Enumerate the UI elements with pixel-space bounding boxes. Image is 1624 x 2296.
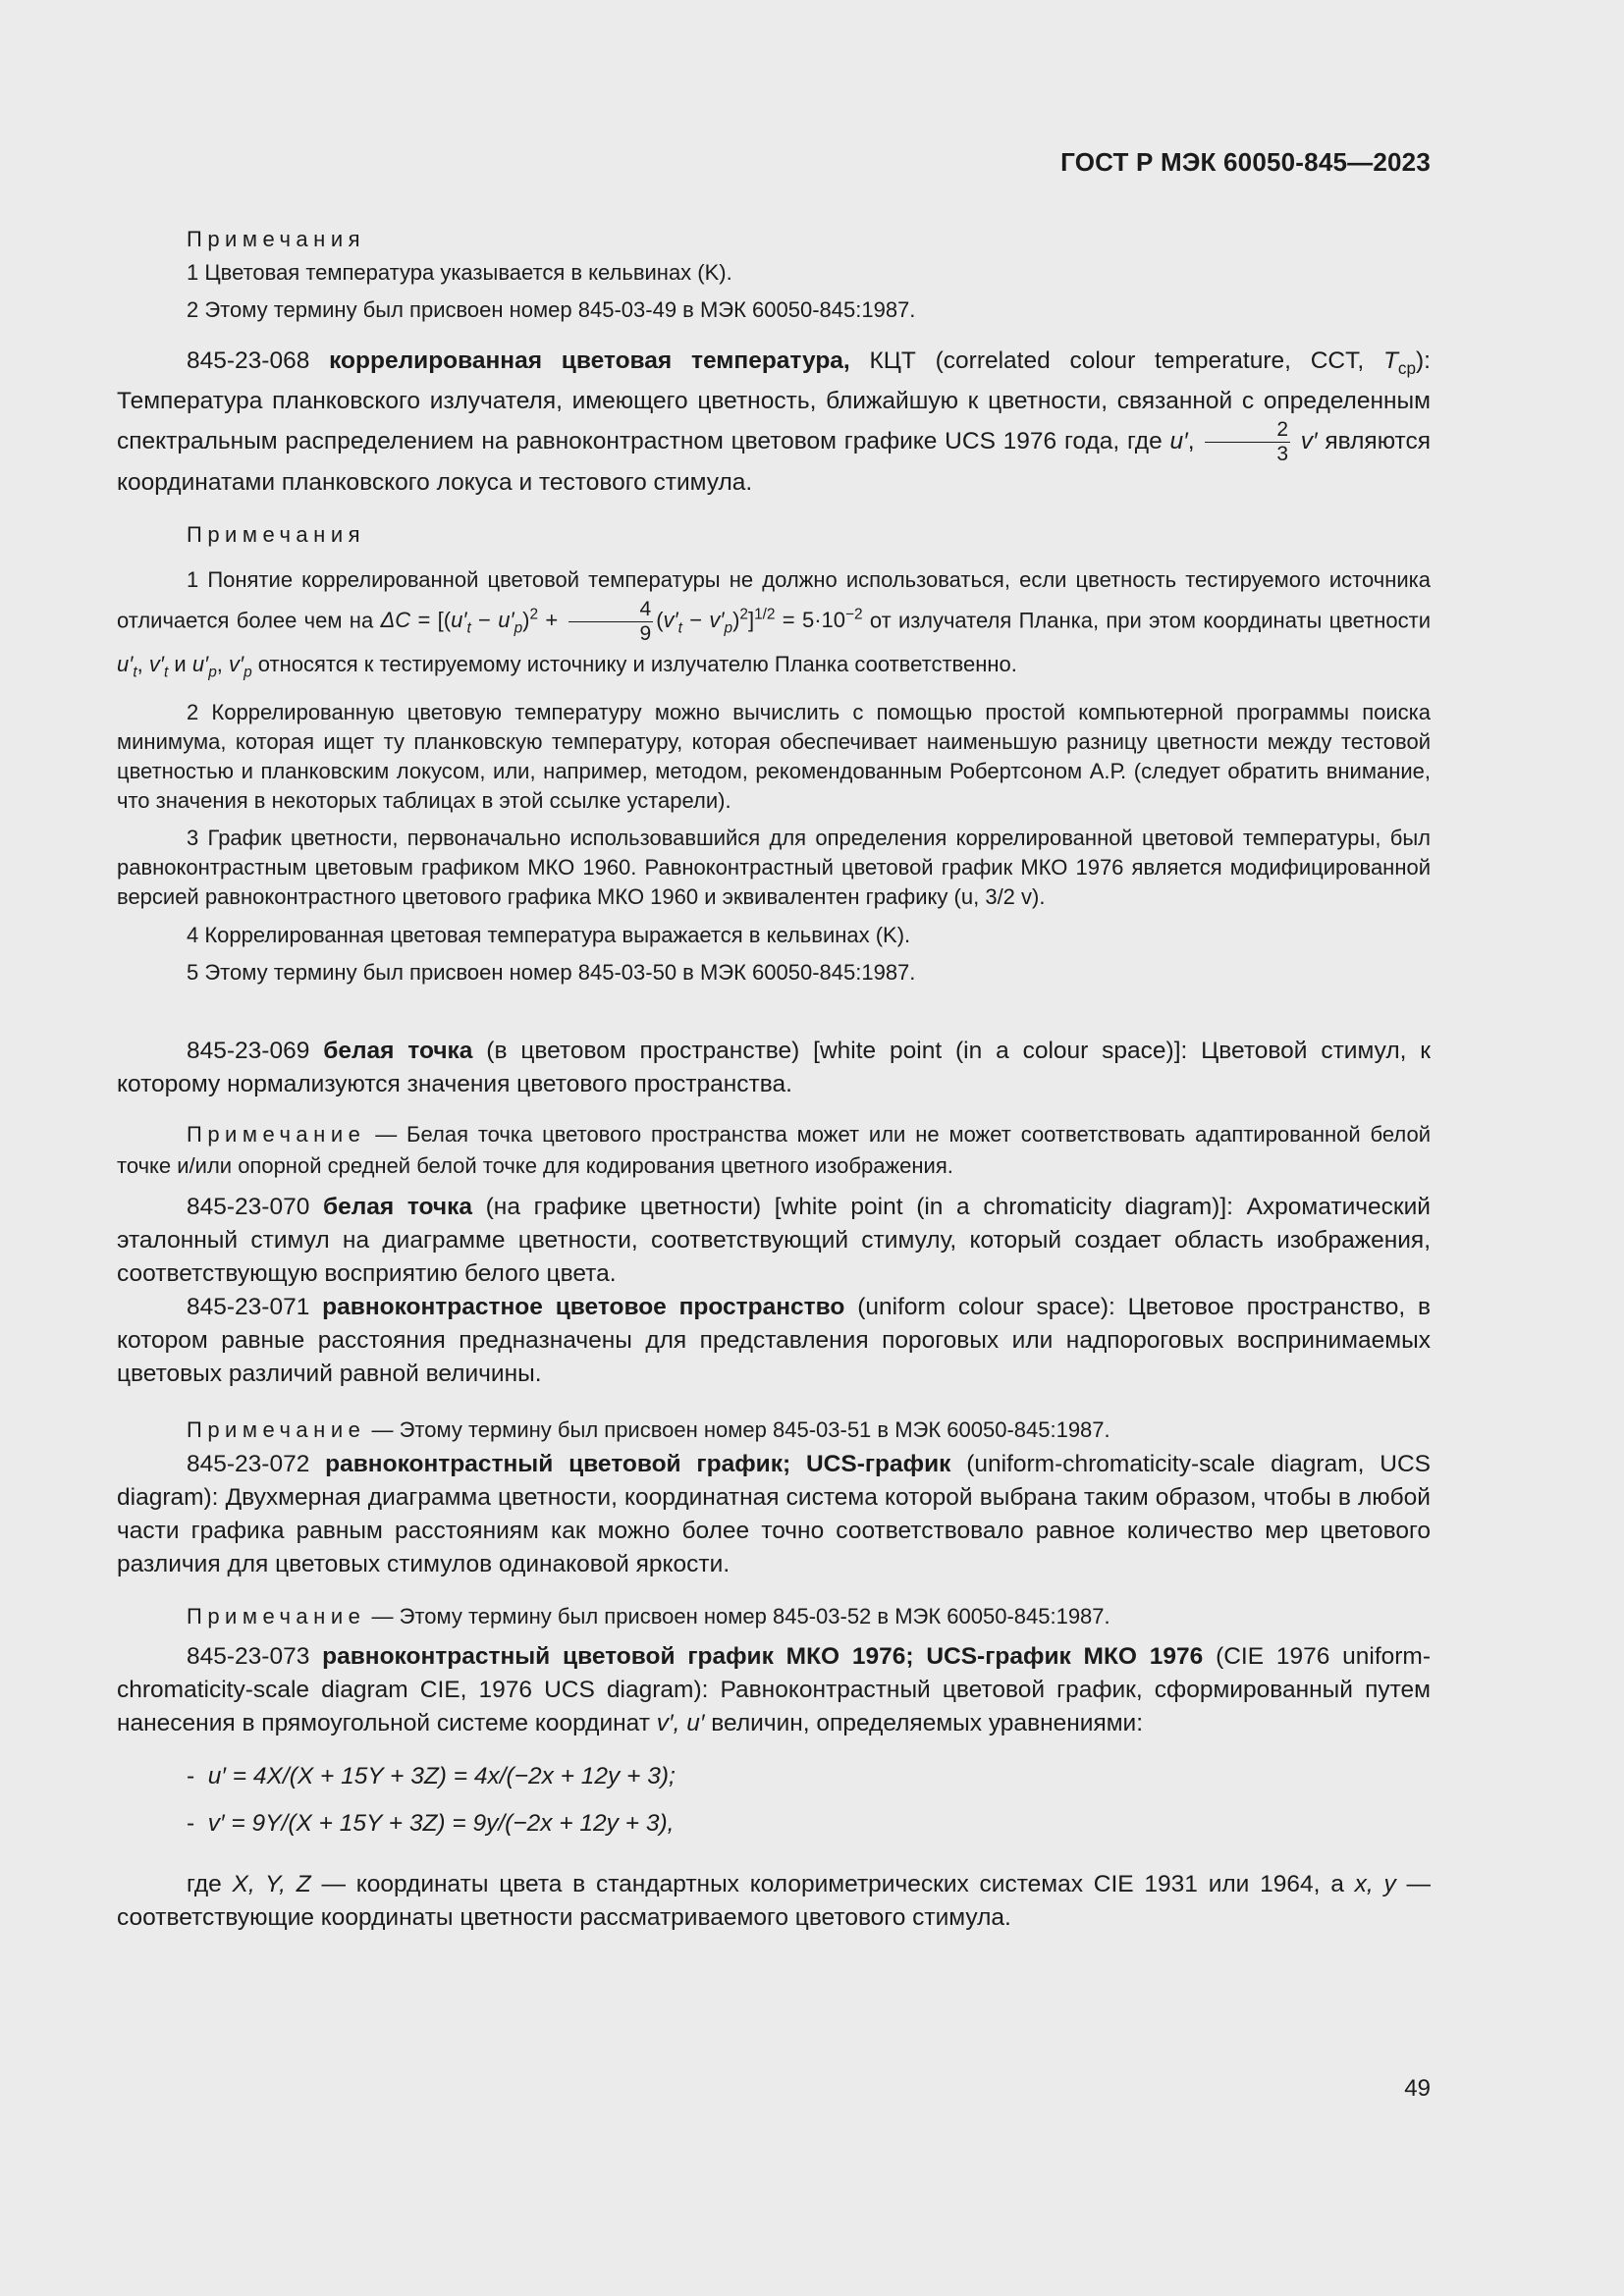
coord-symbols: $u'_t$, $v'_t$ и $u'_p$, $v'_p$ (117, 651, 252, 681)
term-note: Примечание — Белая точка цветового пространства может или не может соответствовать адаптированной белой точке и/или опорной средней белой точке для кодирования цветного изображения. (117, 1122, 1431, 1178)
notes-heading: Примечания (187, 227, 366, 251)
term-definition: (CIE 1976 uniform-chromaticity-scale diagram CIE, 1976 UCS diagram): Равноконтрастный цветовой график, сформированный путем нанесения в прямоугольной системе координат (117, 1643, 1431, 1736)
term-number: 845-23-070 (187, 1194, 310, 1220)
notes-block-1 (117, 227, 1431, 326)
term-title: равноконтрастное цветовое пространство (322, 1294, 845, 1320)
term-068: 845-23-068 коррелированная цветовая температура, КЦТ (correlated colour temperature, CCT, $T_{ср}$): Температура планковского излучателя, имеющего цветность, ближайшую к цветности, связанной с определенным спектральным распределением на равноконтрастном цветовом графике UCS 1976 года, где u′, $\frac{2}{3}$ v′ являются координатами планковского локуса и тестового стимула. (117, 347, 1431, 496)
notes-heading: Примечания (187, 522, 366, 547)
term-abbr: КЦТ (correlated colour temperature, CCT, (869, 347, 1365, 374)
where-text-end: являются координатами планковского локуса и тестового стимула. (117, 427, 1431, 496)
delta-c-formula: $\Delta C = [(u'_t - u'_p)^2$ + $\frac{4}{9}$ $(v'_t - v'_p)^2]^{1/2} = 5\cdot 10^{-2}$ (380, 598, 863, 646)
term-072 (117, 1448, 1431, 1632)
note-4: 4 Коррелированная цветовая температура выражается в кельвинах (K). (187, 923, 911, 948)
note-2: 2 Коррелированную цветовую температуру можно вычислить с помощью простой компьютерной программы поиска минимума, которая ищет ту планковскую температуру, которая обеспечивает наименьшую разницу цветности между тестовой цветностью и планковским локусом, или, например, методом, рекомендованным Робертсоном А.Р. (следует обратить внимание, что значения в некоторых таблицах в этой ссылке устарели). (117, 700, 1431, 814)
document-header: ГОСТ Р МЭК 60050-845—2023 (1060, 147, 1431, 177)
equation-v: - v′ = 9Y/(X + 15Y + 3Z) = 9y/(−2x + 12y + 3), (187, 1810, 675, 1837)
term-definition: (uniform-chromaticity-scale diagram, UCS diagram): Двухмерная диаграмма цветности, координатная система которой выбрана таким образом, чтобы в любой части графика равным расстояниям как можно более точно соответствовало равное количество мер цветового различия для цветовых стимулов одинаковой яркости. (117, 1451, 1431, 1577)
v-symbol: v′ (1300, 427, 1318, 454)
where-clause: где X, Y, Z — координаты цвета в стандартных колориметрических системах CIE 1931 или 1964, а x, y — соответствующие координаты цветности рассматриваемого цветового стимула. (117, 1871, 1431, 1931)
term-definition: (uniform colour space): Цветовое пространство, в котором равные расстояния предназначены для представления пороговых или надпороговых воспринимаемых цветовых различий равной величины. (117, 1294, 1431, 1387)
term-title: коррелированная цветовая температура, (329, 347, 850, 374)
term-number: 845-23-069 (187, 1038, 310, 1064)
term-070 (117, 1191, 1431, 1446)
term-069 (117, 1035, 1431, 1182)
note-5: 5 Этому термину был присвоен номер 845-03-50 в МЭК 60050-845:1987. (187, 960, 916, 986)
document-page (117, 0, 1431, 2296)
note-3: 3 График цветности, первоначально использовавшийся для определения коррелированной цветовой температуры, был равноконтрастным цветовым графиком МКО 1960. Равноконтрастный цветовой график МКО 1976 является модифицированной версией равноконтрастного цветового графика МКО 1960 и эквивалентен графику (u, 3/2 v). (117, 826, 1431, 910)
page-number: 49 (1404, 2075, 1431, 2102)
term-071 (117, 1291, 1431, 1391)
term-definition: (в цветовом пространстве) [white point (in a colour space)]: Цветовой стимул, к которому нормализуются значения цветового пространства. (117, 1038, 1431, 1097)
term-number: 845-23-071 (187, 1294, 310, 1320)
term-number: 845-23-072 (187, 1451, 310, 1477)
term-symbol-sub: ср (1397, 357, 1417, 378)
notes-block-2 (117, 522, 1431, 988)
term-title: белая точка (322, 1194, 472, 1220)
note-1: 1 Понятие коррелированной цветовой температуры не должно использоваться, если цветность тестируемого источника отличается более чем на $\Delta C = [(u'_t - u'_p)^2$ + $\frac{4}{9}$ $(v'_t - v'_p)^2]^{1/2} = 5\cdot 10^{-2}$ от излучателя Планка, при этом координаты цветности $u'_t$, $v'_t$ и $u'_p$, $v'_p$ относятся к тестируемому источнику и излучателю Планка соответственно. (117, 567, 1432, 681)
equation-u: - u′ = 4X/(X + 15Y + 3Z) = 4x/(−2x + 12y + 3); (187, 1763, 676, 1789)
note-item: 2 Этому термину был присвоен номер 845-03-49 в МЭК 60050-845:1987. (187, 297, 916, 322)
term-073: 845-23-073 равноконтрастный цветовой график МКО 1976; UCS-график МКО 1976 (CIE 1976 uniform-chromaticity-scale diagram CIE, 1976 UCS diagram): Равноконтрастный цветовой график, сформированный путем нанесения в прямоугольной системе координат v′, u′ величин, определяемых уравнениями: - u′ = 4X/(X + 15Y + 3Z) = 4x/(−2x + 12y + 3); - v′ = 9Y/(X + 15Y + 3Z) = 9y/(−2x + 12y + 3), где X, Y, Z — координаты цвета в стандартных колориметрических системах CIE 1931 или 1964, а x, y — соответствующие координаты цветности рассматриваемого цветового стимула. (117, 1640, 1431, 1935)
term-definition: ): Температура планковского излучателя, имеющего цветность, ближайшую к цветности, связанной с определенным спектральным распределением на равноконтрастном цветовом графике UCS 1976 года, (117, 347, 1431, 454)
note-item: 1 Цветовая температура указывается в кельвинах (K). (187, 260, 732, 285)
term-note: Примечание — Этому термину был присвоен номер 845-03-51 в МЭК 60050-845:1987. (187, 1417, 1110, 1442)
term-title: равноконтрастный цветовой график МКО 1976; UCS-график МКО 1976 (322, 1643, 1204, 1670)
fraction-2-3: $\frac{2}{3}$ (1205, 418, 1290, 466)
coord-symbols: v′, u′ (656, 1710, 705, 1736)
term-symbol: T (1382, 347, 1398, 374)
term-definition: (на графике цветности) [white point (in a chromaticity diagram)]: Ахроматический эталонный стимул на диаграмме цветности, соответствующий стимулу, который создает область изображения, соответствующую восприятию белого цвета. (117, 1194, 1431, 1287)
term-number: 845-23-068 (187, 347, 310, 374)
term-title: белая точка (323, 1038, 473, 1064)
term-title: равноконтрастный цветовой график; UCS-график (325, 1451, 951, 1477)
u-symbol: u′ (1169, 427, 1188, 454)
term-number: 845-23-073 (187, 1643, 310, 1670)
where-text: где (1126, 427, 1170, 454)
term-note: Примечание — Этому термину был присвоен номер 845-03-52 в МЭК 60050-845:1987. (187, 1604, 1110, 1629)
